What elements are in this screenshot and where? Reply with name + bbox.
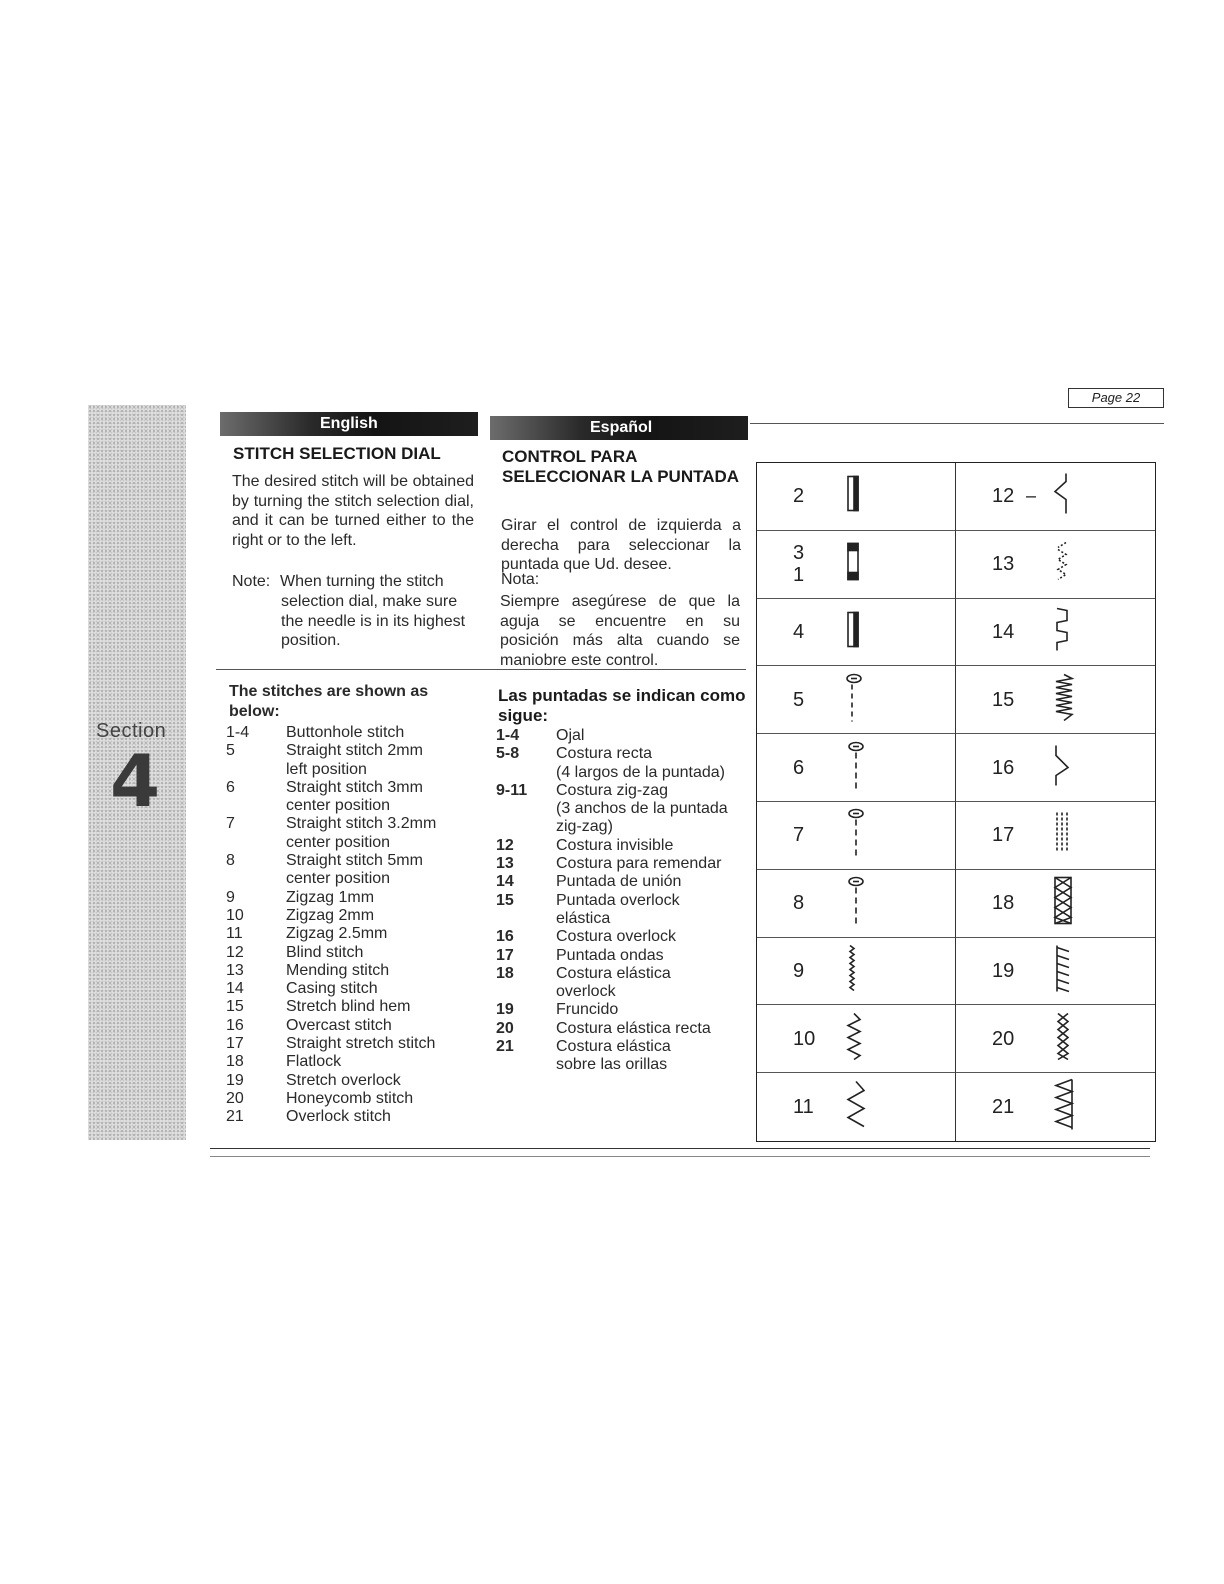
english-stitch-list: [226, 724, 476, 1127]
list-item-number: 12: [496, 836, 514, 854]
list-item-text: Stretch blind hem: [286, 998, 411, 1016]
list-item-number: 16: [226, 1016, 244, 1034]
stitch-cell: [757, 531, 956, 599]
divider: [216, 669, 746, 670]
blind-stitch-icon: [1052, 472, 1072, 521]
stitch-number: 12: [992, 485, 1015, 508]
list-item-number: [226, 834, 286, 852]
buttonhole-bartack-icon: [845, 542, 861, 587]
spanish-header: Español: [490, 416, 748, 440]
list-item-number: [496, 1056, 556, 1074]
list-item: [496, 947, 746, 965]
spanish-stitch-list: [496, 727, 746, 1075]
list-item-text: Zigzag 1mm: [286, 888, 375, 906]
list-item-number: 1-4: [226, 724, 250, 741]
list-item-number: 9: [226, 888, 235, 906]
list-item-text: overlock: [556, 983, 616, 1001]
list-item: [226, 1108, 476, 1126]
list-item-text: Costura elástica: [556, 1038, 671, 1056]
stitch-number: 18: [992, 892, 1015, 915]
top-rule: [750, 423, 1164, 424]
stitch-cell: [956, 938, 1155, 1006]
list-item: [496, 983, 746, 1001]
stitch-number: 20: [992, 1027, 1015, 1050]
list-item-number: 6: [226, 778, 235, 796]
list-item-number: 16: [496, 928, 514, 946]
stitch-number: 13: [992, 553, 1015, 576]
list-item-number: 20: [226, 1089, 244, 1107]
list-item-text: Ojal: [556, 727, 585, 744]
list-item: [496, 764, 746, 782]
stitch-number: 3 1: [793, 542, 805, 587]
list-item-number: 10: [226, 906, 244, 924]
english-header: English: [220, 412, 478, 436]
list-item: [496, 928, 746, 946]
stitch-cell: [956, 531, 1155, 599]
spanish-intro: Girar el control de izquierda a derecha para seleccionar la puntada que Ud. desee.: [501, 517, 741, 573]
page-number: Page 22: [1068, 388, 1164, 408]
english-note-first: When turning the stitch: [280, 573, 444, 590]
list-item: [226, 742, 476, 760]
list-item-text: Casing stitch: [286, 980, 378, 998]
list-item-text: Costura overlock: [556, 928, 677, 946]
list-item: [226, 852, 476, 870]
bottom-rule: [210, 1148, 1150, 1149]
list-item-number: [496, 983, 556, 1001]
list-item-text: Puntada ondas: [556, 946, 664, 964]
section-label: Section: [96, 720, 167, 742]
list-item-text: Honeycomb stitch: [286, 1089, 414, 1107]
list-item-number: 1-4: [496, 727, 520, 744]
list-item: [226, 779, 476, 797]
stretch-blind-hem-icon: [1052, 672, 1076, 727]
list-item: [226, 1072, 476, 1090]
zigzag-medium-icon: [845, 1011, 863, 1066]
list-item-text: Fruncido: [556, 1001, 619, 1019]
stretch-overlock-icon: [1052, 943, 1074, 998]
stitch-number: 7: [793, 824, 805, 847]
straight-stitch-center-icon: [845, 875, 867, 932]
stitch-number: 19: [992, 959, 1015, 982]
list-item-number: 5-8: [496, 745, 520, 763]
stitch-cell: [956, 734, 1155, 802]
list-item-text: Costura recta: [556, 745, 653, 763]
list-item: [226, 1053, 476, 1071]
stitch-cell: [956, 599, 1155, 667]
list-item-text: Stretch overlock: [286, 1071, 401, 1089]
stitch-number: 5: [793, 688, 805, 711]
stitch-number: 2: [793, 485, 805, 508]
straight-stitch-center-icon: [845, 807, 867, 864]
stitch-cell: [757, 1005, 956, 1073]
stitch-cell: [757, 734, 956, 802]
list-item-number: 13: [226, 961, 244, 979]
stitch-cell: [956, 463, 1155, 531]
list-item-text: Costura elástica recta: [556, 1019, 711, 1037]
list-item-number: [496, 910, 556, 928]
straight-stitch-center-icon: [845, 739, 867, 796]
list-item-text: Overcast stitch: [286, 1016, 392, 1034]
list-item: [496, 1038, 746, 1056]
list-item-text: Flatlock: [286, 1053, 342, 1071]
list-item-number: 17: [226, 1035, 244, 1053]
list-item-number: 14: [496, 873, 514, 891]
zigzag-wide-icon: [845, 1080, 867, 1135]
spanish-title: CONTROL PARA SELECCIONAR LA PUNTADA: [502, 447, 740, 486]
list-item-text: center position: [286, 833, 391, 851]
spanish-note: Siempre asegúrese de que la aguja se encuentre en su posición más alta cuando se maniobre este control.: [500, 593, 740, 669]
english-note-rest: selection dial, make sure the needle is in its highest position.: [281, 593, 466, 649]
list-item: [496, 1056, 746, 1074]
english-list-heading: The stitches are shown as below:: [229, 683, 429, 720]
stitch-cell: [956, 1073, 1155, 1141]
mending-stitch-icon: [1052, 540, 1072, 589]
stitch-cell: [757, 463, 956, 531]
list-item-text: (3 anchos de la puntada: [556, 800, 728, 818]
stitch-number: 4: [793, 620, 805, 643]
list-item: [226, 815, 476, 833]
list-item: [226, 870, 476, 888]
list-item-text: zig-zag): [556, 818, 613, 836]
list-item: [496, 837, 746, 855]
english-intro: The desired stitch will be obtained by turning the stitch selection dial, and it can be turned either to the right or to the left.: [232, 473, 474, 549]
overcast-stitch-icon: [1052, 743, 1072, 792]
list-item-text: Buttonhole stitch: [286, 724, 405, 741]
list-item-text: Mending stitch: [286, 961, 390, 979]
list-item-number: [226, 761, 286, 779]
list-item: [496, 782, 746, 800]
list-item-number: 15: [226, 998, 244, 1016]
list-item-text: center position: [286, 797, 391, 815]
flatlock-icon: [1052, 876, 1074, 931]
list-item-number: [226, 870, 286, 888]
english-note-label: Note:: [232, 573, 271, 590]
list-item-number: 15: [496, 891, 514, 909]
list-item-text: Costura para remendar: [556, 855, 722, 873]
list-item-number: 9-11: [496, 781, 528, 799]
spanish-note-label: Nota:: [501, 571, 540, 588]
list-item-number: 18: [496, 964, 514, 982]
spanish-list-heading: Las puntadas se indican como sigue:: [498, 686, 746, 725]
list-item-number: 14: [226, 980, 244, 998]
honeycomb-icon: [1052, 1011, 1074, 1066]
list-item: [226, 962, 476, 980]
list-item-number: 20: [496, 1019, 514, 1037]
list-item: [496, 1001, 746, 1019]
straight-stretch-icon: [1052, 811, 1072, 860]
list-item: [496, 855, 746, 873]
list-item-number: 5: [226, 742, 235, 760]
stitch-cell: [956, 666, 1155, 734]
stitch-cell: [757, 666, 956, 734]
stitch-cell: [956, 1005, 1155, 1073]
stitch-cell: [757, 599, 956, 667]
list-item-text: center position: [286, 870, 391, 888]
list-item-number: 18: [226, 1053, 244, 1071]
list-item-text: Straight stretch stitch: [286, 1035, 436, 1053]
list-item-text: left position: [286, 760, 367, 778]
list-item-number: 11: [226, 925, 243, 943]
list-item: [226, 1035, 476, 1053]
list-item-text: Straight stitch 3.2mm: [286, 815, 437, 833]
list-item-number: 7: [226, 815, 235, 833]
buttonhole-side-icon: [845, 475, 861, 518]
stitch-number: 10: [793, 1027, 816, 1050]
list-item: [496, 800, 746, 818]
list-item-number: [496, 800, 556, 818]
list-item: [226, 889, 476, 907]
stitch-number: 8: [793, 892, 805, 915]
casing-stitch-icon: [1052, 606, 1072, 657]
stitch-number: 15: [992, 688, 1015, 711]
list-item: [226, 797, 476, 815]
stitch-number: 14: [992, 620, 1015, 643]
list-item-text: (4 largos de la puntada): [556, 763, 725, 781]
list-item-text: Puntada overlock: [556, 891, 680, 909]
list-item-number: 19: [496, 1001, 514, 1019]
dash-mark: –: [1026, 485, 1037, 506]
stitch-cell: [757, 938, 956, 1006]
list-item-number: 13: [496, 855, 514, 873]
stitch-number: 17: [992, 824, 1015, 847]
zigzag-narrow-icon: [845, 943, 859, 998]
stitch-cell: [956, 870, 1155, 938]
straight-stitch-left-icon: [845, 671, 867, 728]
list-item: [496, 965, 746, 983]
list-item-number: 21: [226, 1108, 244, 1126]
list-item: [226, 1090, 476, 1108]
stitch-cell: [956, 802, 1155, 870]
list-item-text: Blind stitch: [286, 943, 364, 961]
list-item-text: Zigzag 2mm: [286, 906, 375, 924]
stitch-pattern-table: [756, 462, 1156, 1142]
list-item: [226, 761, 476, 779]
list-item: [226, 907, 476, 925]
list-item-text: elástica: [556, 909, 611, 927]
list-item-text: Zigzag 2.5mm: [286, 925, 388, 943]
list-item: [496, 910, 746, 928]
list-item-text: Straight stitch 3mm: [286, 778, 423, 796]
list-item: [496, 745, 746, 763]
list-item-text: Straight stitch 5mm: [286, 852, 423, 870]
list-item: [496, 873, 746, 891]
list-item: [226, 980, 476, 998]
english-title: STITCH SELECTION DIAL: [233, 444, 441, 463]
stitch-number: 6: [793, 756, 805, 779]
stitch-number: 11: [793, 1096, 814, 1119]
list-item: [226, 944, 476, 962]
stitch-number: 16: [992, 756, 1015, 779]
list-item-number: 17: [496, 946, 514, 964]
list-item: [496, 892, 746, 910]
list-item: [226, 724, 476, 742]
list-item-text: Costura zig-zag: [556, 781, 669, 799]
stitch-number: 9: [793, 959, 805, 982]
list-item-text: Puntada de unión: [556, 873, 682, 891]
list-item-number: [496, 818, 556, 836]
list-item-text: Costura invisible: [556, 836, 674, 854]
list-item-text: Overlock stitch: [286, 1108, 391, 1126]
list-item: [496, 727, 746, 745]
english-note: [232, 572, 474, 592]
list-item-number: 12: [226, 943, 244, 961]
bottom-rule-secondary: [210, 1156, 1150, 1157]
list-item-text: Straight stitch 2mm: [286, 742, 423, 760]
list-item: [226, 925, 476, 943]
list-item-number: [226, 797, 286, 815]
stitch-cell: [757, 870, 956, 938]
list-item-number: [496, 764, 556, 782]
list-item: [226, 834, 476, 852]
section-number: 4: [110, 739, 161, 823]
list-item: [496, 818, 746, 836]
buttonhole-side-icon: [845, 610, 861, 653]
stitch-cell: [757, 802, 956, 870]
list-item-number: 21: [496, 1038, 514, 1056]
list-item-number: 19: [226, 1071, 244, 1089]
list-item-text: sobre las orillas: [556, 1056, 668, 1074]
list-item-text: Costura elástica: [556, 964, 671, 982]
list-item: [226, 1017, 476, 1035]
stitch-number: 21: [992, 1096, 1015, 1119]
overlock-icon: [1052, 1078, 1078, 1137]
stitch-cell: [757, 1073, 956, 1141]
list-item: [496, 1020, 746, 1038]
list-item: [226, 998, 476, 1016]
list-item-number: 8: [226, 852, 235, 870]
